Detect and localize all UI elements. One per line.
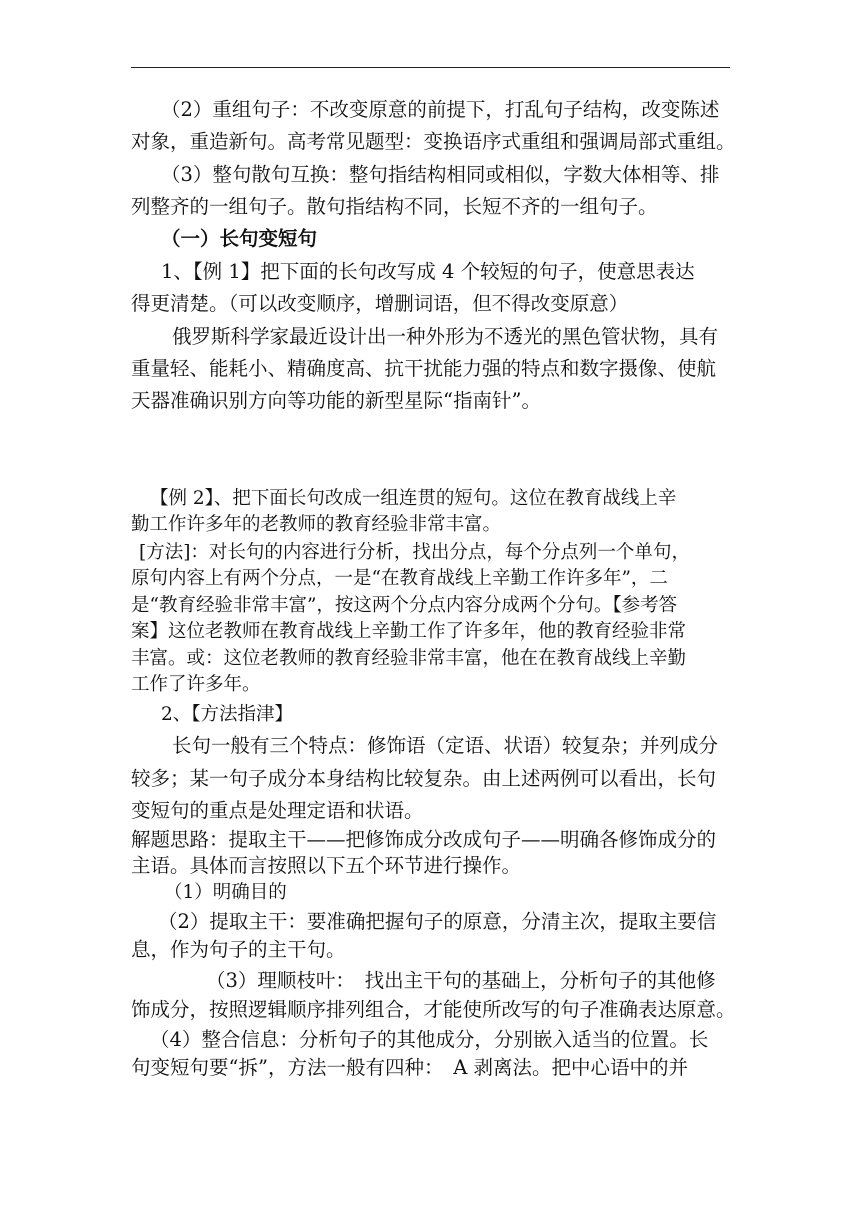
text-line: 句变短句要“拆”，方法一般有四种： A 剥离法。把中心语中的并: [131, 1056, 688, 1079]
text-line: [方法]：对长句的内容进行分析，找出分点，每个分点列一个单句，: [139, 542, 690, 563]
text-line: 变短句的重点是处理定语和状语。: [131, 799, 424, 822]
text-line: （3）整句散句互换：整句指结构相同或相似，字数大体相等、排: [161, 163, 720, 186]
text-line: 列整齐的一组句子。散句指结构不同，长短不齐的一组句子。: [131, 195, 658, 218]
text-line: 俄罗斯科学家最近设计出一种外形为不透光的黑色管状物，具有: [172, 325, 719, 348]
text-line: （4）整合信息：分析句子的其他成分，分别嵌入适当的位置。长: [150, 1028, 709, 1051]
text-line: 【例 2】、把下面长句改成一组连贯的短句。这位在教育战线上辛: [150, 488, 677, 509]
text-line: 长句一般有三个特点：修饰语（定语、状语）较复杂；并列成分: [172, 734, 719, 757]
text-line: 工作了许多年。: [131, 674, 261, 695]
text-line: 案】这位老教师在教育战线上辛勤工作了许多年，他的教育经验非常: [131, 621, 687, 642]
text-line: 天器准确识别方向等功能的新型星际“指南针”。: [131, 389, 541, 412]
text-line: 2、【方法指津】: [161, 704, 294, 725]
text-line: 主语。具体而言按照以下五个环节进行操作。: [131, 854, 522, 877]
header-rule: [131, 67, 730, 68]
text-line: 重量轻、能耗小、精确度高、抗干扰能力强的特点和数字摄像、使航: [131, 357, 717, 380]
text-line: 对象，重造新句。高考常见题型：变换语序式重组和强调局部式重组。: [131, 130, 736, 153]
text-line: 是“教育经验非常丰富”，按这两个分点内容分成两个分句。【参考答: [131, 595, 678, 616]
text-line: 较多；某一句子成分本身结构比较复杂。由上述两例可以看出，长句: [131, 767, 717, 790]
text-line: 得更清楚。（可以改变顺序，增删词语，但不得改变原意）: [131, 292, 629, 315]
text-line: 息，作为句子的主干句。: [131, 938, 346, 961]
text-line: 饰成分，按照逻辑顺序排列组合，才能使所改写的句子准确表达原意。: [131, 998, 736, 1021]
text-line: （2）提取主干：要准确把握句子的原意，分清主次，提取主要信: [158, 910, 717, 933]
text-line: 1、【例 1】把下面的长句改写成 4 个较短的句子，使意思表达: [161, 260, 695, 283]
text-line: 丰富。或：这位老教师的教育经验非常丰富，他在在教育战线上辛勤: [131, 648, 687, 669]
text-line: （一）长句变短句: [161, 227, 318, 250]
text-line: （3）理顺枝叶： 找出主干句的基础上，分析句子的其他修: [206, 969, 716, 992]
text-line: 勤工作许多年的老教师的教育经验非常丰富。: [131, 514, 502, 535]
text-line: （1）明确目的: [164, 882, 287, 903]
text-line: 解题思路：提取主干——把修饰成分改成句子——明确各修饰成分的: [131, 828, 717, 851]
text-line: （2）重组句子：不改变原意的前提下，打乱句子结构，改变陈述: [161, 98, 720, 121]
text-line: 原句内容上有两个分点，一是“在教育战线上辛勤工作许多年”，二: [131, 568, 668, 589]
